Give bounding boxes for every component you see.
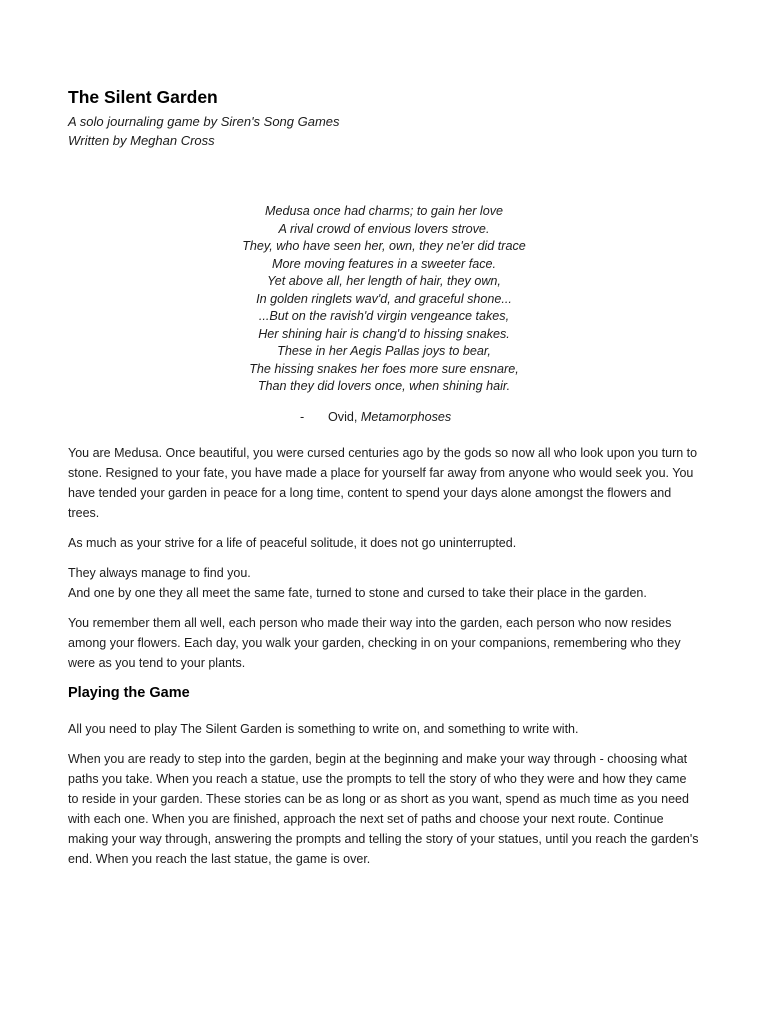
attribution-dash: - (300, 409, 305, 424)
page-title: The Silent Garden (68, 87, 218, 107)
byline-block (68, 112, 700, 150)
poem-line: Yet above all, her length of hair, they own, (267, 274, 501, 288)
section-heading-playing-the-game: Playing the Game (68, 684, 190, 701)
paragraph-intro-3 (68, 563, 700, 603)
paragraph-intro-4: You remember them all well, each person who made their way into the garden, each person who now resides among your flowers. Each day, you walk your garden, checking in on your companions, remembering who they were as you tend to your plants. (68, 615, 681, 670)
poem-line: Her shining hair is chang'd to hissing snakes. (258, 326, 510, 341)
byline-line-1: A solo journaling game by Siren's Song Games (68, 114, 340, 129)
attribution-author: Ovid, (328, 409, 358, 424)
poem-line: These in her Aegis Pallas joys to bear, (277, 344, 491, 358)
attribution-work: Metamorphoses (360, 409, 452, 424)
poem-line: They, who have seen her, own, they ne'er did trace (242, 239, 526, 253)
poem-line: The hissing snakes her foes more sure ensnare, (249, 361, 519, 376)
byline-line-2: Written by Meghan Cross (68, 133, 215, 148)
poem-line: Than they did lovers once, when shining hair. (257, 379, 511, 393)
paragraph-intro-1: You are Medusa. Once beautiful, you were cursed centuries ago by the gods so now all who look upon you turn to stone. Resigned to your fate, you have made a place for yourself far away from anyone who would seek you. You have tended your garden in peace for a long time, content to spend your days alone amongst the flowers and trees. (68, 445, 698, 520)
poem-line: ...But on the ravish'd virgin vengeance takes, (258, 309, 510, 323)
paragraph-intro-3-line-1: They always manage to find you. (68, 565, 251, 580)
paragraph-intro-2: As much as your strive for a life of peaceful solitude, it does not go uninterrupted. (68, 535, 517, 550)
poem-quote (68, 203, 700, 396)
paragraph-rules-1: All you need to play The Silent Garden is something to write on, and something to write with. (68, 721, 579, 736)
poem-line: A rival crowd of envious lovers strove. (278, 221, 490, 236)
poem-line: In golden ringlets wav'd, and graceful shone... (256, 291, 512, 306)
paragraph-intro-3-line-2: And one by one they all meet the same fate, turned to stone and cursed to take their place in the garden. (68, 585, 647, 600)
paragraph-rules-2: When you are ready to step into the garden, begin at the beginning and make your way through - choosing what paths you take. When you reach a statue, use the prompts to tell the story of who they were and how they came to reside in your garden. These stories can be as long or as short as you want, spend as much time as you need with each one. When you are finished, approach the next set of paths and choose your next route. Continue making your way through, answering the prompts and telling the story of your statues, until you reach the garden's end. When you reach the last statue, the game is over. (68, 751, 699, 866)
poem-line: More moving features in a sweeter face. (272, 256, 496, 271)
poem-line: Medusa once had charms; to gain her love (264, 204, 504, 218)
poem-attribution (68, 409, 700, 426)
body-text (68, 443, 700, 869)
